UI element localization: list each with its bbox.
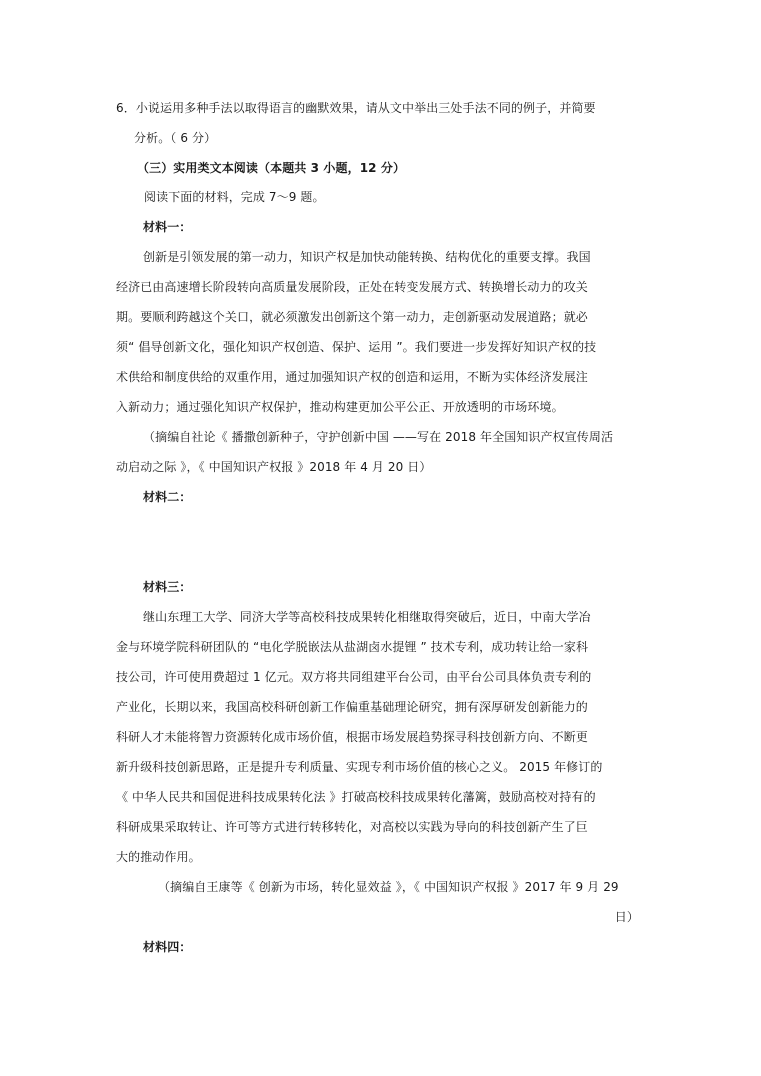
material-1-source: （摘编自社论《 播撒创新种子，守护创新中国 ——写在 2018 年全国知识产权宣传周活 xyxy=(143,430,614,444)
material-1-line: 期。要顺利跨越这个关口，就必须激发出创新这个第一动力，走创新驱动发展道路；就必 xyxy=(116,310,588,324)
material-3-line: 新升级科技创新思路，正是提升专利质量、实现专利市场价值的核心之义。 2015 年修订的 xyxy=(116,760,603,774)
section-3-heading: （三）实用类文本阅读（本题共 3 小题，12 分） xyxy=(137,161,406,175)
material-1-line: 术供给和制度供给的双重作用，通过加强知识产权的创造和运用，不断为实体经济发展注 xyxy=(116,370,588,384)
question-6-line-2: 分析。（ 6 分） xyxy=(134,131,217,145)
material-3-line: 科研成果采取转让、许可等方式进行转移转化，对高校以实践为导向的科技创新产生了巨 xyxy=(116,820,588,834)
section-3-instruction: 阅读下面的材料，完成 7～9 题。 xyxy=(144,190,325,204)
material-3-line: 继山东理工大学、同济大学等高校科技成果转化相继取得突破后，近日，中南大学冶 xyxy=(143,610,591,624)
material-4-title: 材料四： xyxy=(143,940,192,954)
material-3-title: 材料三： xyxy=(143,580,192,594)
material-3-line: 大的推动作用。 xyxy=(116,850,201,864)
material-3-line: 科研人才未能将智力资源转化成市场价值，根据市场发展趋势探寻科技创新方向、不断更 xyxy=(116,730,588,744)
material-1-title: 材料一： xyxy=(143,220,192,234)
material-1-line: 创新是引领发展的第一动力，知识产权是加快动能转换、结构优化的重要支撑。我国 xyxy=(143,250,591,264)
material-3-source-end: 日） xyxy=(614,910,639,924)
material-1-line: 经济已由高速增长阶段转向高质量发展阶段，正处在转变发展方式、转换增长动力的攻关 xyxy=(116,280,588,294)
material-3-line: 产业化，长期以来，我国高校科研创新工作偏重基础理论研究，拥有深厚研发创新能力的 xyxy=(116,700,588,714)
material-3-line: 金与环境学院科研团队的 “电化学脱嵌法从盐湖卤水提锂 ” 技术专利，成功转让给一家科 xyxy=(116,640,589,654)
material-3-line: 《 中华人民共和国促进科技成果转化法 》打破高校科技成果转化藩篱，鼓励高校对持有的 xyxy=(116,790,596,804)
material-1-line: 入新动力；通过强化知识产权保护，推动构建更加公平公正、开放透明的市场环境。 xyxy=(116,400,564,414)
material-1-source: 动启动之际 》，《 中国知识产权报 》2018 年 4 月 20 日） xyxy=(116,460,432,474)
material-3-source: （摘编自王康等《 创新为市场，转化显效益 》，《 中国知识产权报 》2017 年 9 月 29 xyxy=(158,880,619,894)
material-3-line: 技公司，许可使用费超过 1 亿元。双方将共同组建平台公司，由平台公司具体负责专利的 xyxy=(116,670,592,684)
material-1-line: 须“ 倡导创新文化，强化知识产权创造、保护、运用 ”。我们要进一步发挥好知识产权的技 xyxy=(116,340,597,354)
question-6-line-1: 6．小说运用多种手法以取得语言的幽默效果，请从文中举出三处手法不同的例子，并简要 xyxy=(116,101,596,115)
material-2-title: 材料二： xyxy=(143,490,192,504)
